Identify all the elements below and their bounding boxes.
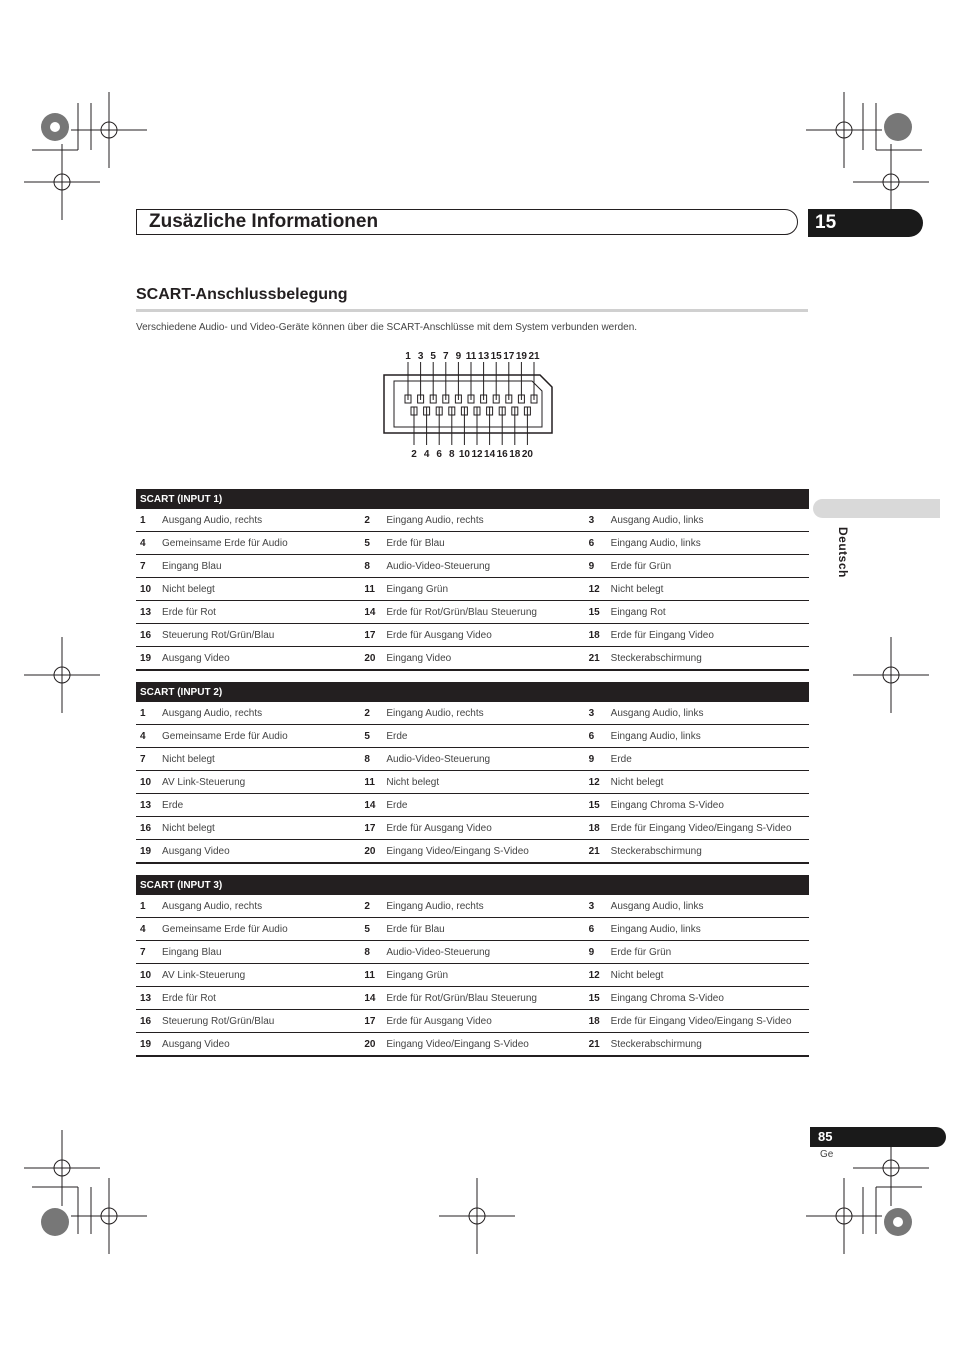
table-row — [136, 1033, 809, 1057]
language-code: Ge — [820, 1149, 834, 1160]
pin-description: Ausgang Video — [162, 647, 360, 671]
pin-description: Erde — [386, 725, 584, 748]
bottom-pin-label: 4 — [423, 449, 430, 460]
pin-number: 7 — [136, 748, 162, 771]
pin-number: 15 — [585, 794, 611, 817]
pin-description: Steckerabschirmung — [611, 647, 809, 671]
pin-number: 9 — [585, 555, 611, 578]
page-number: 85 — [810, 1127, 946, 1147]
bottom-pin-label: 12 — [471, 449, 483, 460]
top-pin-label: 7 — [443, 351, 449, 362]
pin-number: 18 — [585, 624, 611, 647]
top-pin-label: 11 — [465, 351, 477, 362]
chapter-header-bar — [136, 209, 798, 235]
pin-number: 2 — [360, 895, 386, 918]
bottom-pin-label: 18 — [509, 449, 521, 460]
pin-number: 21 — [585, 647, 611, 671]
pin-number: 6 — [585, 725, 611, 748]
pin-description: Erde für Rot/Grün/Blau Steuerung — [386, 987, 584, 1010]
pin-description: Eingang Video/Eingang S-Video — [386, 1033, 584, 1057]
pin-number: 4 — [136, 532, 162, 555]
top-pin-label: 15 — [490, 351, 502, 362]
pin-description: Erde — [611, 748, 809, 771]
connector-outline — [384, 375, 552, 433]
bottom-pin-label: 16 — [496, 449, 508, 460]
pin-description: Erde für Eingang Video/Eingang S-Video — [611, 1010, 809, 1033]
pin-description: Erde für Eingang Video — [611, 624, 809, 647]
pin-number: 21 — [585, 1033, 611, 1057]
pin-description: Nicht belegt — [611, 771, 809, 794]
pin-number: 6 — [585, 918, 611, 941]
bottom-pin-label: 8 — [449, 449, 455, 460]
table-title: SCART (INPUT 3) — [136, 875, 809, 895]
pin-number: 12 — [585, 964, 611, 987]
pin-description: Ausgang Audio, links — [611, 509, 809, 532]
pin-number: 7 — [136, 555, 162, 578]
pin-description: Erde — [386, 794, 584, 817]
top-pin-label: 9 — [455, 351, 462, 362]
pin-number: 16 — [136, 624, 162, 647]
top-pin-label: 13 — [478, 351, 490, 362]
pin-number: 8 — [360, 941, 386, 964]
pin-description: Ausgang Audio, links — [611, 895, 809, 918]
pin-number: 2 — [360, 702, 386, 725]
pin-description: AV Link-Steuerung — [162, 964, 360, 987]
table-row — [136, 532, 809, 555]
table-row — [136, 702, 809, 725]
pin-description: Steckerabschirmung — [611, 1033, 809, 1057]
pin-description: Audio-Video-Steuerung — [386, 748, 584, 771]
pin-description: Erde für Rot/Grün/Blau Steuerung — [386, 601, 584, 624]
pin-description: Eingang Audio, rechts — [386, 702, 584, 725]
pin-number: 17 — [360, 1010, 386, 1033]
pin-description: Nicht belegt — [162, 817, 360, 840]
top-pin-label: 19 — [515, 351, 527, 362]
pin-number: 20 — [360, 647, 386, 671]
pin-description: Eingang Audio, rechts — [386, 509, 584, 532]
pin-number: 4 — [136, 725, 162, 748]
table-row — [136, 771, 809, 794]
pin-description: Eingang Chroma S-Video — [611, 987, 809, 1010]
pin-number: 16 — [136, 1010, 162, 1033]
pin-number: 19 — [136, 840, 162, 864]
pin-number: 14 — [360, 794, 386, 817]
pin-number: 11 — [360, 578, 386, 601]
pin-number: 3 — [585, 509, 611, 532]
top-pin-label: 5 — [430, 351, 436, 362]
pin-description: Erde — [162, 794, 360, 817]
pin-number: 14 — [360, 987, 386, 1010]
pin-description: Eingang Audio, links — [611, 918, 809, 941]
pin-number: 18 — [585, 817, 611, 840]
pin-number: 21 — [585, 840, 611, 864]
chapter-number: 15 — [808, 209, 923, 237]
table-row — [136, 509, 809, 532]
chapter-title: Zusäzliche Informationen — [149, 211, 379, 232]
table-row — [136, 555, 809, 578]
pin-description: Ausgang Audio, rechts — [162, 895, 360, 918]
pin-description: Ausgang Video — [162, 840, 360, 864]
table-row — [136, 1010, 809, 1033]
pin-number: 3 — [585, 702, 611, 725]
pin-description: Erde für Ausgang Video — [386, 817, 584, 840]
table-row — [136, 964, 809, 987]
pin-number: 19 — [136, 647, 162, 671]
pin-number: 20 — [360, 1033, 386, 1057]
pin-description: Eingang Audio, rechts — [386, 895, 584, 918]
pin-description: Erde für Ausgang Video — [386, 624, 584, 647]
top-pin-label: 1 — [405, 351, 411, 362]
table-title: SCART (INPUT 1) — [136, 489, 809, 509]
pin-description: Erde für Blau — [386, 532, 584, 555]
pin-description: Erde für Ausgang Video — [386, 1010, 584, 1033]
pin-description: Gemeinsame Erde für Audio — [162, 532, 360, 555]
pin-number: 3 — [585, 895, 611, 918]
top-pin-label: 17 — [503, 351, 515, 362]
scart-input-2-table — [136, 682, 809, 864]
pin-description: Ausgang Audio, rechts — [162, 702, 360, 725]
bottom-pin-label: 6 — [436, 449, 442, 460]
pin-number: 19 — [136, 1033, 162, 1057]
table-row — [136, 895, 809, 918]
scart-input-3-table — [136, 875, 809, 1057]
table-row — [136, 748, 809, 771]
table-title: SCART (INPUT 2) — [136, 682, 809, 702]
pin-description: Erde für Grün — [611, 555, 809, 578]
pin-description: Eingang Audio, links — [611, 725, 809, 748]
pin-number: 1 — [136, 702, 162, 725]
pin-description: Eingang Blau — [162, 941, 360, 964]
pin-number: 5 — [360, 725, 386, 748]
pin-description: Erde für Rot — [162, 601, 360, 624]
table-row — [136, 840, 809, 864]
pin-description: Eingang Chroma S-Video — [611, 794, 809, 817]
pin-number: 1 — [136, 895, 162, 918]
table-row — [136, 941, 809, 964]
bottom-pin-label: 14 — [484, 449, 496, 460]
pin-description: Ausgang Video — [162, 1033, 360, 1057]
pin-number: 17 — [360, 624, 386, 647]
section-intro: Verschiedene Audio- und Video-Geräte können über die SCART-Anschlüsse mit dem System verbunden werden. — [136, 322, 638, 333]
pin-number: 12 — [585, 578, 611, 601]
pin-number: 4 — [136, 918, 162, 941]
pin-description: Audio-Video-Steuerung — [386, 941, 584, 964]
pin-number: 20 — [360, 840, 386, 864]
pin-number: 2 — [360, 509, 386, 532]
pin-description: Gemeinsame Erde für Audio — [162, 725, 360, 748]
pin-description: Erde für Rot — [162, 987, 360, 1010]
pin-number: 18 — [585, 1010, 611, 1033]
pin-description: Eingang Audio, links — [611, 532, 809, 555]
pin-number: 8 — [360, 555, 386, 578]
pin-description: AV Link-Steuerung — [162, 771, 360, 794]
table-row — [136, 817, 809, 840]
pin-number: 10 — [136, 964, 162, 987]
pin-number: 7 — [136, 941, 162, 964]
pin-description: Eingang Video/Eingang S-Video — [386, 840, 584, 864]
pin-description: Eingang Grün — [386, 578, 584, 601]
pin-number: 5 — [360, 532, 386, 555]
pin-description: Eingang Video — [386, 647, 584, 671]
top-pin-label: 21 — [528, 351, 540, 362]
section-divider — [136, 309, 808, 312]
table-row — [136, 725, 809, 748]
pin-number: 15 — [585, 987, 611, 1010]
pin-description: Steuerung Rot/Grün/Blau — [162, 624, 360, 647]
section-title: SCART-Anschlussbelegung — [136, 286, 348, 303]
pin-description: Gemeinsame Erde für Audio — [162, 918, 360, 941]
pin-description: Nicht belegt — [611, 578, 809, 601]
scart-connector-diagram — [380, 345, 560, 465]
pin-description: Eingang Blau — [162, 555, 360, 578]
pin-number: 14 — [360, 601, 386, 624]
table-row — [136, 647, 809, 671]
pin-description: Nicht belegt — [386, 771, 584, 794]
pin-number: 17 — [360, 817, 386, 840]
bottom-pin-label: 20 — [521, 449, 533, 460]
pin-description: Steuerung Rot/Grün/Blau — [162, 1010, 360, 1033]
pin-number: 16 — [136, 817, 162, 840]
pin-description: Nicht belegt — [611, 964, 809, 987]
top-pin-label: 3 — [417, 351, 424, 362]
table-row — [136, 918, 809, 941]
table-row — [136, 601, 809, 624]
pin-number: 10 — [136, 771, 162, 794]
pin-number: 13 — [136, 601, 162, 624]
pin-number: 15 — [585, 601, 611, 624]
pin-number: 11 — [360, 771, 386, 794]
pin-description: Steckerabschirmung — [611, 840, 809, 864]
table-row — [136, 794, 809, 817]
pin-number: 9 — [585, 941, 611, 964]
pin-number: 13 — [136, 794, 162, 817]
pin-number: 6 — [585, 532, 611, 555]
pin-description: Erde für Grün — [611, 941, 809, 964]
table-row — [136, 987, 809, 1010]
pin-description: Ausgang Audio, rechts — [162, 509, 360, 532]
pin-number: 9 — [585, 748, 611, 771]
pin-description: Erde für Blau — [386, 918, 584, 941]
pin-number: 1 — [136, 509, 162, 532]
pin-number: 12 — [585, 771, 611, 794]
pin-description: Nicht belegt — [162, 578, 360, 601]
pin-description: Erde für Eingang Video/Eingang S-Video — [611, 817, 809, 840]
bottom-pin-label: 2 — [411, 449, 417, 460]
language-label: Deutsch — [836, 527, 850, 578]
pin-description: Ausgang Audio, links — [611, 702, 809, 725]
pin-number: 11 — [360, 964, 386, 987]
pin-description: Eingang Rot — [611, 601, 809, 624]
pin-description: Audio-Video-Steuerung — [386, 555, 584, 578]
scart-input-1-table — [136, 489, 809, 671]
pin-description: Eingang Grün — [386, 964, 584, 987]
pin-number: 8 — [360, 748, 386, 771]
pin-number: 5 — [360, 918, 386, 941]
pin-number: 13 — [136, 987, 162, 1010]
table-row — [136, 578, 809, 601]
language-side-tab — [813, 499, 940, 518]
table-row — [136, 624, 809, 647]
pin-number: 10 — [136, 578, 162, 601]
pin-description: Nicht belegt — [162, 748, 360, 771]
bottom-pin-label: 10 — [458, 449, 470, 460]
